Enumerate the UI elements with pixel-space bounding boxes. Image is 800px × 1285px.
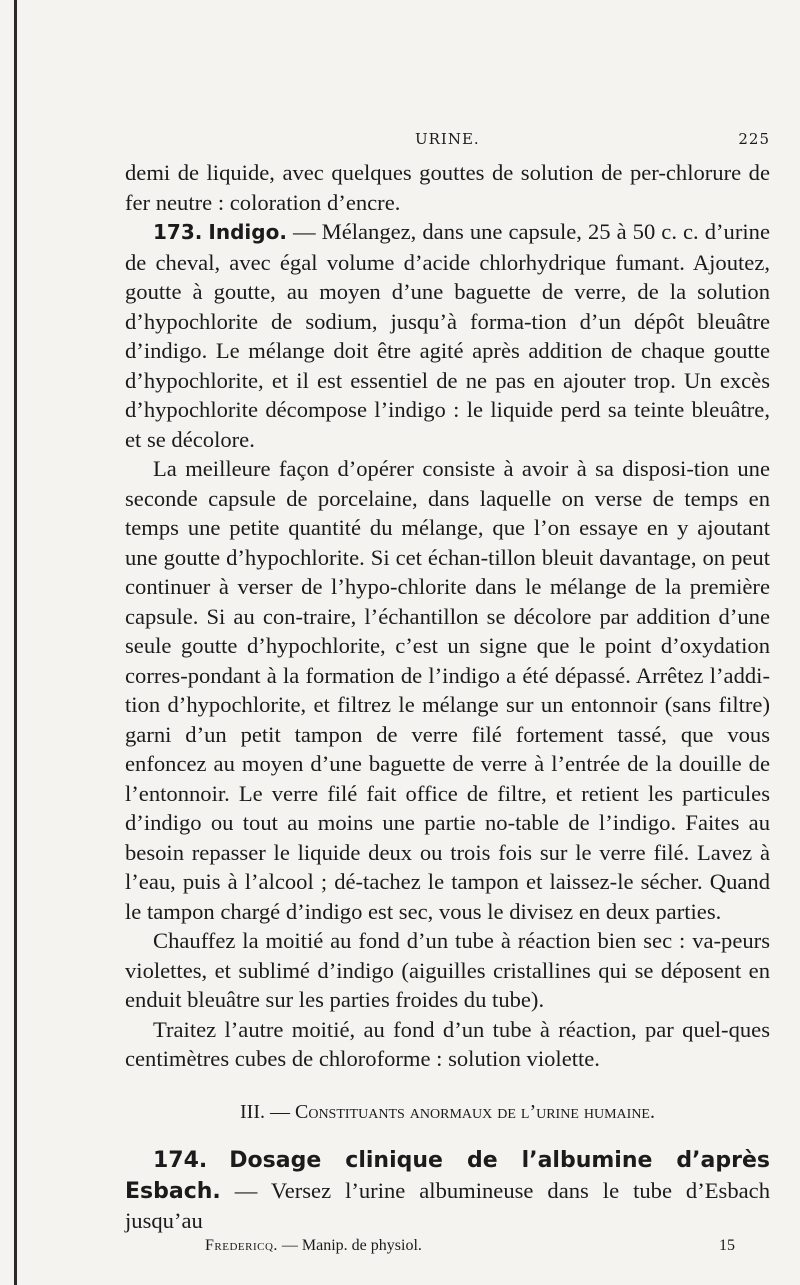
running-head: [125, 128, 770, 152]
paragraph-continued: demi de liquide, avec quelques gouttes de solution de per-chlorure de fer neutre : coloration d’encre.: [125, 160, 770, 215]
section-heading: III. — Constituants anormaux de l’urine humaine.: [240, 1100, 655, 1123]
page-footer: [205, 1237, 735, 1255]
paragraph-174: [125, 1145, 770, 1236]
paragraph-chloroform: Traitez l’autre moitié, au fond d’un tube à réaction, par quel-ques centimètres cubes de chloroforme : solution violette.: [125, 1016, 770, 1071]
paragraph-173-text: — Mélangez, dans une capsule, 25 à 50 c. c. d’urine de cheval, avec égal volume d’acide chlorhydrique fumant. Ajoutez, goutte à goutte, au moyen d’une baguette de verre, de la solution d’hypochlorite de sodium, jusqu’à forma-tion d’un dépôt bleuâtre d’indigo. Le mélange doit être agité après addition de chaque goutte d’hypochlorite, et il est essentiel de ne pas en ajouter trop. Un excès d’hypochlorite décompose l’indigo : le liquide perd sa teinte bleuâtre, et se décolore.: [125, 219, 770, 452]
paragraph-173: [125, 217, 770, 454]
section-number-174: 174.: [153, 1148, 208, 1173]
section-number-173: 173.: [153, 220, 203, 244]
paragraph-method: La meilleure façon d’opérer consiste à avoir à sa disposi-tion une seconde capsule de porcelaine, dans laquelle on verse de temps en temps une petite quantité du mélange, que l’on essaye en y ajoutant une goutte d’hypochlorite. Si cet échan-tillon bleuit davantage, on peut continuer à verser de l’hypo-chlorite dans le mélange de la première capsule. Si au con-traire, l’échantillon se décolore par addition d’une seule goutte d’hypochlorite, c’est un signe que le point d’oxydation corres-pondant à la formation de l’indigo a été dépassé. Arrêtez l’addi-tion d’hypochlorite, et filtrez le mélange sur un entonnoir (sans filtre) garni d’un petit tampon de verre filé fortement tassé, que vous enfoncez au moyen d’une baguette de verre à l’entrée de la douille de l’entonnoir. Le verre filé fait office de filtre, et retient les particules d’indigo ou tout au moins une partie no-table de l’indigo. Faites au besoin repasser le liquide deux ou trois fois sur le verre filé. Lavez à l’eau, puis à l’alcool ; dé-tachez le tampon et laissez-le sécher. Quand le tampon chargé d’indigo est sec, vous le divisez en deux parties.: [125, 456, 770, 924]
section-title-esbach: Dosage clinique de l’albumine d’après Esbach.: [125, 1148, 770, 1204]
page-number: 225: [738, 130, 770, 148]
footer-book: — Manip. de physiol.: [277, 1237, 422, 1254]
page-edge: [14, 0, 17, 1285]
paragraph-174-text: — Versez l’urine albumineuse dans le tube d’Esbach jusqu’au: [125, 1177, 770, 1233]
section-title-indigo: Indigo.: [208, 220, 287, 244]
book-page: [125, 128, 770, 1236]
body-text: [125, 158, 770, 1236]
running-head-title: URINE.: [415, 130, 480, 148]
signature-mark: 15: [719, 1237, 735, 1254]
paragraph-heating: Chauffez la moitié au fond d’un tube à réaction bien sec : va-peurs violettes, et sublimé d’indigo (aiguilles cristallines qui se déposent en enduit bleuâtre sur les parties froides du tube).: [125, 928, 770, 1012]
footer-author: Fredericq.: [205, 1237, 278, 1254]
